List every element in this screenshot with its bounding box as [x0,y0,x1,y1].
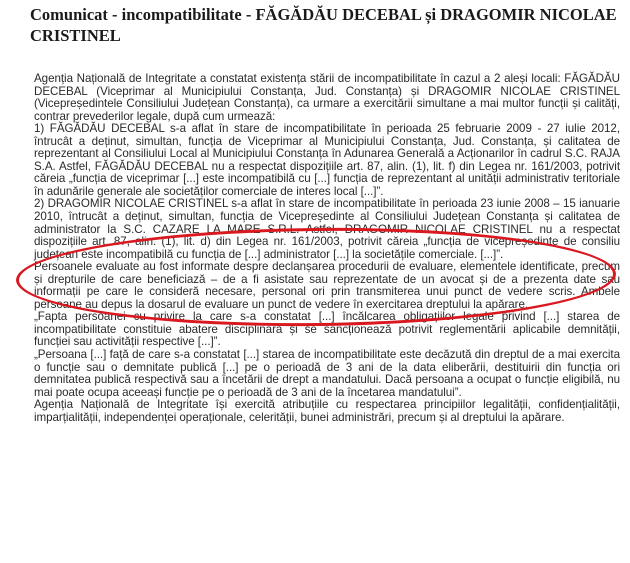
quote-ban-paragraph: „Persoana [...] față de care s-a constatat [...] starea de incompatibilitate este decăzută din dreptul de a mai exercita o funcție sau o demnitate publică [...] pe o perioadă de 3 ani de la data eliberării, destituirii din funcția ori demnitatea publică respectivă sau a încetării de drept a mandatului. Dacă persoana a ocupat o funcție eligibilă, nu mai poate ocupa aceeași funcție pe o perioadă de 3 ani de la încetarea mandatului”. [34,348,620,399]
case-1-paragraph: 1) FĂGĂDĂU DECEBAL s-a aflat în stare de incompatibilitate în perioada 25 februarie 2009 - 27 iulie 2012, întrucât a deținut, simultan, funcția de Viceprimar al Municipiului Constanța, Jud. Constanța, și calitatea de reprezentant al Consiliului Local al Municipiului Constanța în Adunarea Generală a Acționarilor în cadrul S.C. RAJA S.A. Astfel, FĂGĂDĂU DECEBAL nu a respectat dispozițiile art. 87, alin. (1), lit. f) din Legea nr. 161/2003, potrivit căreia „funcția de viceprimar [...] este incompatibilă cu [...] funcția de reprezentant al unității administrativ teritoriale în adunările generale ale societăților comerciale de interes local [...]”. [34,122,620,198]
quote-disciplinary-paragraph: „Fapta persoanei cu privire la care s-a constatat [...] încălcarea obligațiilor legale privind [...] starea de incompatibilitate constituie abatere disciplinară și se sancționează potrivit reglementării aplicabile demnității, funcției sau activității respective [...]”. [34,310,620,349]
page-title: Comunicat - incompatibilitate - FĂGĂDĂU DECEBAL și DRAGOMIR NICOLAE CRISTINEL [30,5,617,45]
procedure-paragraph: Persoanele evaluate au fost informate despre declanșarea procedurii de evaluare, elementele identificate, precum și drepturile de care beneficiază – de a fi asistate sau reprezentate de un avocat și de a prezenta date sau informații pe care le consideră necesare, personal ori prin transmiterea unui punct de vedere scris. Ambele persoane au depus la dosarul de evaluare un punct de vedere în exercitarea dreptului la apărare. [34,260,620,311]
intro-paragraph: Agenția Națională de Integritate a constatat existența stării de incompatibilitate în cazul a 2 aleși locali: FĂGĂDĂU DECEBAL (Viceprimar al Municipiului Constanța, Jud. Constanța) și DRAGOMIR NICOLAE CRISTINEL (Vicepreședintele Consiliului Județean Constanța), ca urmare a exercitării simultane a mai multor funcții și calități, contrar prevederilor legale, după cum urmează: [34,72,620,123]
document-body [34,73,620,424]
case-2-paragraph: 2) DRAGOMIR NICOLAE CRISTINEL s-a aflat în stare de incompatibilitate în perioada 23 iunie 2008 – 15 ianuarie 2010, întrucât a deținut, simultan, funcția de Vicepreședinte al Consiliului Județean Constanța și calitatea de administrator la S.C. CAZARE LA MARE S.R.L. Astfel, DRAGOMIR NICOLAE CRISTINEL nu a respectat dispozițiile art. 87, alin. (1), lit. d) din Legea nr. 161/2003, potrivit căreia „funcția de vicepreședinte de consiliu județean este incompatibilă cu funcția de [...] administrator [...] la societățile comerciale. [...]”. [34,197,620,261]
closing-paragraph: Agenția Națională de Integritate își exercită atribuțiile cu respectarea principiilor legalității, confidențialității, imparțialității, independenței operaționale, celerității, bunei administrări, precum și al dreptului la apărare. [34,398,620,424]
